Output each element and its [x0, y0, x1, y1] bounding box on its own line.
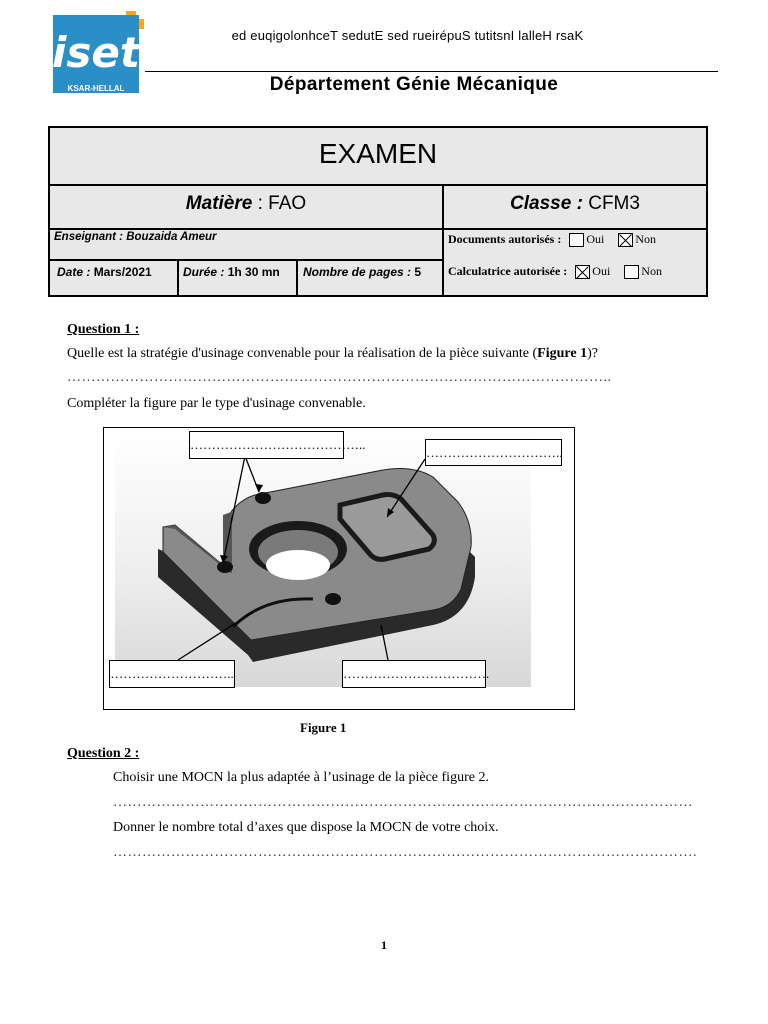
date-cell: [57, 265, 152, 279]
teacher-value: Bouzaida Ameur: [126, 231, 217, 243]
table-divider: [177, 259, 179, 295]
question1-text: [67, 346, 598, 362]
question2-part-b: Donner le nombre total d’axes que dispose la MOCN de votre choix.: [113, 820, 499, 835]
documents-yes-label: Oui: [586, 232, 605, 246]
class-cell: Classe : CFM3: [510, 193, 640, 214]
table-divider: [296, 259, 298, 295]
subject-label: Matière: [185, 193, 253, 214]
logo-subtitle: KSAR-HELLAL: [67, 84, 125, 93]
date-value: Mars/2021: [93, 265, 152, 279]
pages-cell: [303, 265, 421, 279]
question1-heading: Question 1 :: [67, 322, 140, 337]
documents-allowed-row: [448, 232, 670, 247]
institute-name: ed euqigolonhceT sedutE sed rueirépuS tutitsnI lalleH rsaK: [231, 28, 584, 43]
logo-wordmark: iset: [52, 28, 140, 77]
question1-text-end: )?: [587, 346, 598, 361]
duration-value: 1h 30 mn: [227, 265, 280, 279]
label-box-bottom-right[interactable]: …………………………….: [342, 660, 486, 688]
header-divider: [145, 71, 718, 72]
calculator-no-checkbox[interactable]: [624, 265, 639, 279]
label-box-top-left[interactable]: …………………………………..: [189, 431, 344, 459]
label-box-bottom-left[interactable]: ………………………..: [109, 660, 235, 688]
pages-value: 5: [414, 265, 422, 279]
exam-title: EXAMEN: [318, 138, 438, 169]
calculator-yes-checkbox[interactable]: [575, 265, 590, 279]
documents-label: Documents autorisés :: [448, 232, 562, 246]
department-title: Département Génie Mécanique: [269, 74, 559, 95]
calculator-yes-label: Oui: [592, 264, 611, 278]
duration-cell: [183, 265, 280, 279]
calculator-no-label: Non: [641, 264, 662, 278]
page-number: 1: [381, 938, 387, 952]
class-label: Classe: [510, 193, 572, 214]
institute-logo: [50, 11, 144, 95]
exam-info-table: [48, 126, 708, 297]
figure-caption: Figure 1: [300, 720, 347, 735]
teacher-cell: [54, 231, 217, 243]
table-divider: [50, 259, 442, 261]
teacher-label: Enseignant :: [54, 231, 124, 243]
small-hole: [325, 593, 341, 605]
duration-label: Durée :: [183, 265, 225, 279]
figure-reference: Figure 1: [537, 346, 588, 361]
small-hole: [217, 561, 233, 573]
central-bore-hole: [266, 550, 330, 580]
documents-no-label: Non: [635, 232, 656, 246]
documents-yes-checkbox[interactable]: [569, 233, 584, 247]
question2-heading: Question 2 :: [67, 746, 140, 761]
date-label: Date :: [57, 265, 91, 279]
pages-label: Nombre de pages :: [303, 265, 412, 279]
documents-no-checkbox[interactable]: [618, 233, 633, 247]
calculator-label: Calculatrice autorisée :: [448, 264, 568, 278]
answer-line[interactable]: ………………………………………………………………………………………………………….: [113, 845, 697, 860]
table-divider: [50, 228, 706, 230]
question2-part-a: Choisir une MOCN la plus adaptée à l’usinage de la pièce figure 2.: [113, 770, 489, 785]
class-value: CFM3: [588, 193, 640, 214]
question1-text-start: Quelle est la stratégie d'usinage convenable pour la réalisation de la pièce suivante (: [67, 346, 538, 361]
question1-instruction: Compléter la figure par le type d'usinage convenable.: [67, 396, 366, 411]
label-box-top-right[interactable]: …………………………..: [425, 439, 562, 466]
subject-value: FAO: [268, 193, 307, 214]
calculator-allowed-row: [448, 264, 676, 279]
small-hole: [255, 492, 271, 504]
answer-line[interactable]: …………………………………………………………………………………………………………: [113, 795, 693, 810]
subject-cell: Matière : FAO: [185, 193, 307, 214]
answer-line[interactable]: …………………………………………………………………………………………………..: [67, 370, 612, 385]
